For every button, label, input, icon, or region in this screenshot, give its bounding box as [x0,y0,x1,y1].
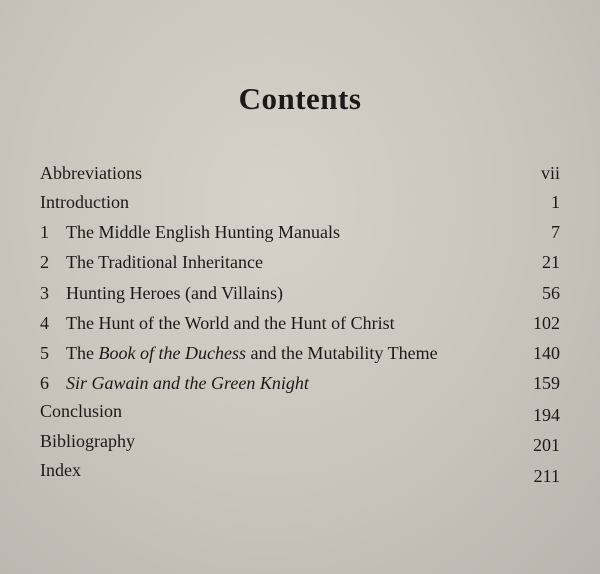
toc-entry-chapter-6[interactable] [40,370,560,396]
toc-entry-page: 21 [542,252,560,272]
toc-entry-label-prefix: The [66,343,99,363]
toc-entry-label: Index [40,460,81,480]
toc-entry-label: Hunting Heroes (and Villains) [66,283,284,303]
chapter-number: 4 [40,313,49,333]
toc-entry-page: 102 [533,313,560,333]
toc-entry-abbreviations[interactable] [40,160,560,186]
toc-entry-label: Abbreviations [40,163,142,183]
page-title: Contents [238,80,362,116]
toc-entry-page: 1 [551,192,560,212]
toc-entry-label: Bibliography [40,431,135,451]
toc-entry-page: 194 [533,405,560,425]
toc-entry-chapter-3[interactable] [40,280,560,306]
toc-entry-label: The Traditional Inheritance [66,252,263,272]
toc-entry-page: 211 [533,466,560,486]
toc-entry-page: vii [540,163,560,183]
chapter-number: 2 [40,252,49,272]
chapter-number: 5 [40,343,49,363]
chapter-number: 3 [40,283,49,303]
toc-entry-conclusion[interactable] [40,398,560,424]
toc-entry-label-italic: Book of the Duchess [98,343,246,363]
toc-entry-bibliography[interactable] [40,428,560,454]
chapter-number: 1 [40,222,49,242]
toc-entry-chapter-5[interactable] [40,340,560,366]
toc-entry-page: 201 [533,435,560,455]
toc-entry-index[interactable] [40,457,560,486]
toc-entry-label: Introduction [40,192,129,212]
toc-entry-page: 7 [551,222,560,242]
toc-entry-page: 140 [533,343,560,363]
toc-entry-chapter-2[interactable] [40,249,560,275]
toc-entry-page: 159 [533,373,560,393]
toc-entry-chapter-4[interactable] [40,310,560,336]
toc-entry-label: The Hunt of the World and the Hunt of Christ [66,313,395,333]
toc-entry-label: The Middle English Hunting Manuals [66,222,340,242]
toc-entry-label-italic: Sir Gawain and the Green Knight [66,373,309,393]
toc-entry-page: 56 [542,283,560,303]
chapter-number: 6 [40,373,49,393]
toc-entry-label: Conclusion [40,401,123,421]
toc-entry-introduction[interactable] [40,189,560,215]
toc-entry-chapter-1[interactable] [40,219,560,245]
toc-entry-label-suffix: and the Mutability Theme [245,343,438,363]
